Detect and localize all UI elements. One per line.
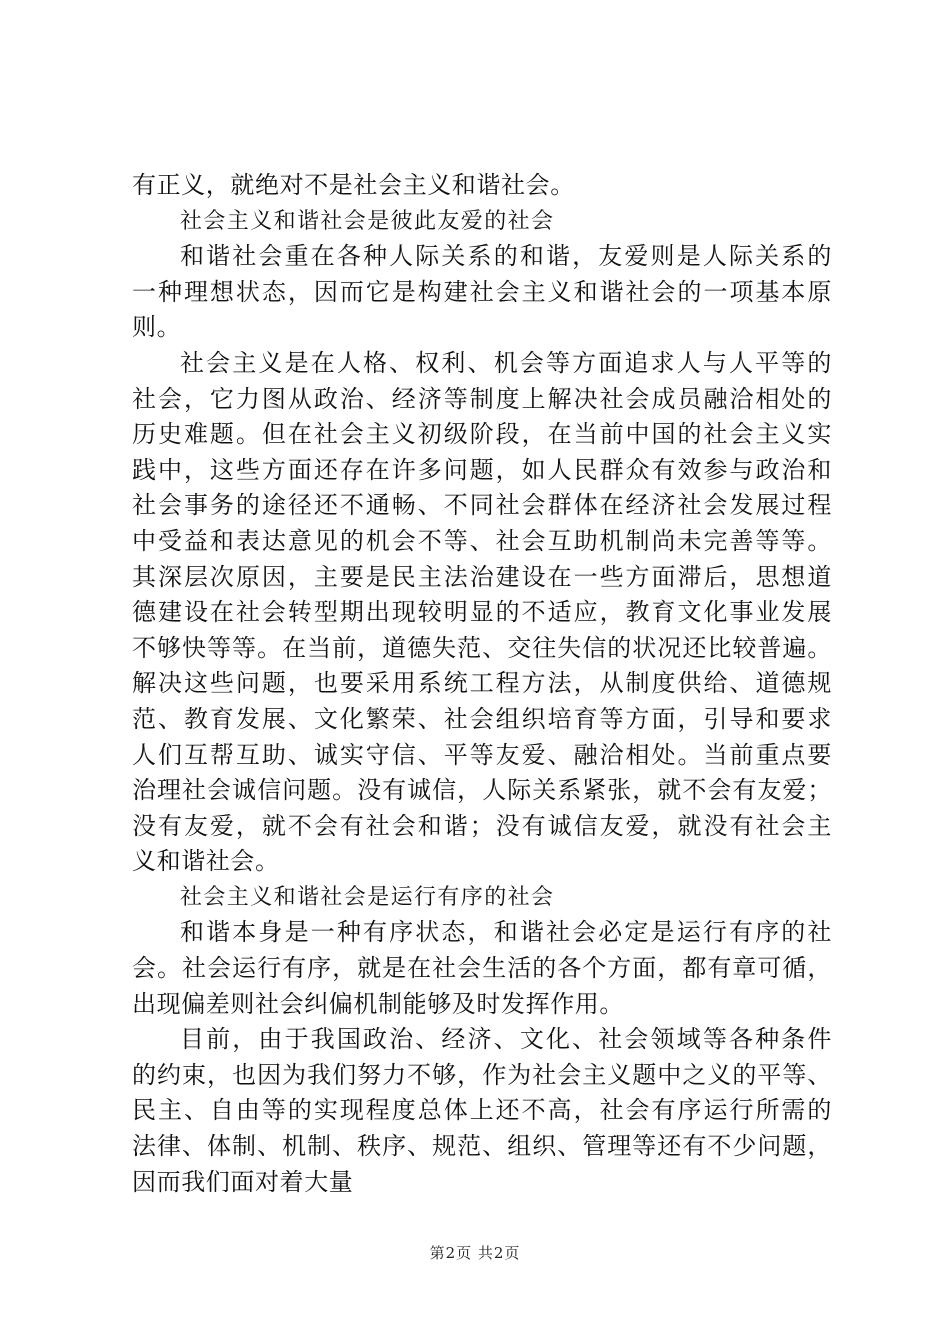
text-line: 没有友爱，就不会有社会和谐；没有诚信友爱，就没有社会主	[132, 811, 832, 840]
document-body	[132, 168, 832, 1200]
text-line: 会。社会运行有序，就是在社会生活的各个方面，都有章可循，	[132, 954, 832, 983]
text-line: 因而我们面对着大量	[132, 1167, 354, 1196]
text-line: 解决这些问题，也要采用系统工程方法，从制度供给、道德规	[132, 669, 832, 698]
text-line: 社会，它力图从政治、经济等制度上解决社会成员融洽相处的	[132, 384, 832, 413]
page-footer: 第2页 共2页	[429, 1244, 521, 1262]
text-line: 一种理想状态，因而它是构建社会主义和谐社会的一项基本原	[132, 277, 832, 306]
text-line: 社会主义是在人格、权利、机会等方面追求人与人平等的	[180, 348, 832, 377]
text-line: 义和谐社会。	[132, 847, 280, 876]
text-line: 和谐社会重在各种人际关系的和谐，友爱则是人际关系的	[180, 242, 832, 271]
section-heading: 社会主义和谐社会是彼此友爱的社会	[180, 208, 555, 234]
text-line: 德建设在社会转型期出现较明显的不适应，教育文化事业发展	[132, 598, 832, 627]
text-line: 和谐本身是一种有序状态，和谐社会必定是运行有序的社	[180, 918, 832, 947]
text-line: 社会事务的途径还不通畅、不同社会群体在经济社会发展过程	[132, 491, 832, 520]
text-line: 其深层次原因，主要是民主法治建设在一些方面滞后，思想道	[132, 562, 832, 591]
text-line: 则。	[132, 313, 182, 342]
text-line: 人们互帮互助、诚实守信、平等友爱、融洽相处。当前重点要	[132, 740, 832, 769]
text-line: 法律、体制、机制、秩序、规范、组织、管理等还有不少问题，	[132, 1132, 832, 1161]
text-line: 不够快等等。在当前，道德失范、交往失信的状况还比较普遍。	[132, 633, 832, 662]
text-line: 有正义，就绝对不是社会主义和谐社会。	[132, 171, 575, 199]
text-line: 出现偏差则社会纠偏机制能够及时发挥作用。	[132, 989, 624, 1018]
text-line: 历史难题。但在社会主义初级阶段，在当前中国的社会主义实	[132, 420, 832, 449]
text-line: 治理社会诚信问题。没有诚信，人际关系紧张，就不会有友爱；	[132, 776, 832, 805]
section-heading: 社会主义和谐社会是运行有序的社会	[180, 884, 555, 910]
text-line: 践中，这些方面还存在许多问题，如人民群众有效参与政治和	[132, 455, 832, 484]
text-line: 中受益和表达意见的机会不等、社会互助机制尚未完善等等。	[132, 526, 832, 555]
text-line: 目前，由于我国政治、经济、文化、社会领域等各种条件	[180, 1025, 832, 1054]
text-line: 的约束，也因为我们努力不够，作为社会主义题中之义的平等、	[132, 1060, 832, 1089]
text-line: 范、教育发展、文化繁荣、社会组织培育等方面，引导和要求	[132, 704, 832, 733]
text-line: 民主、自由等的实现程度总体上还不高，社会有序运行所需的	[132, 1096, 832, 1125]
